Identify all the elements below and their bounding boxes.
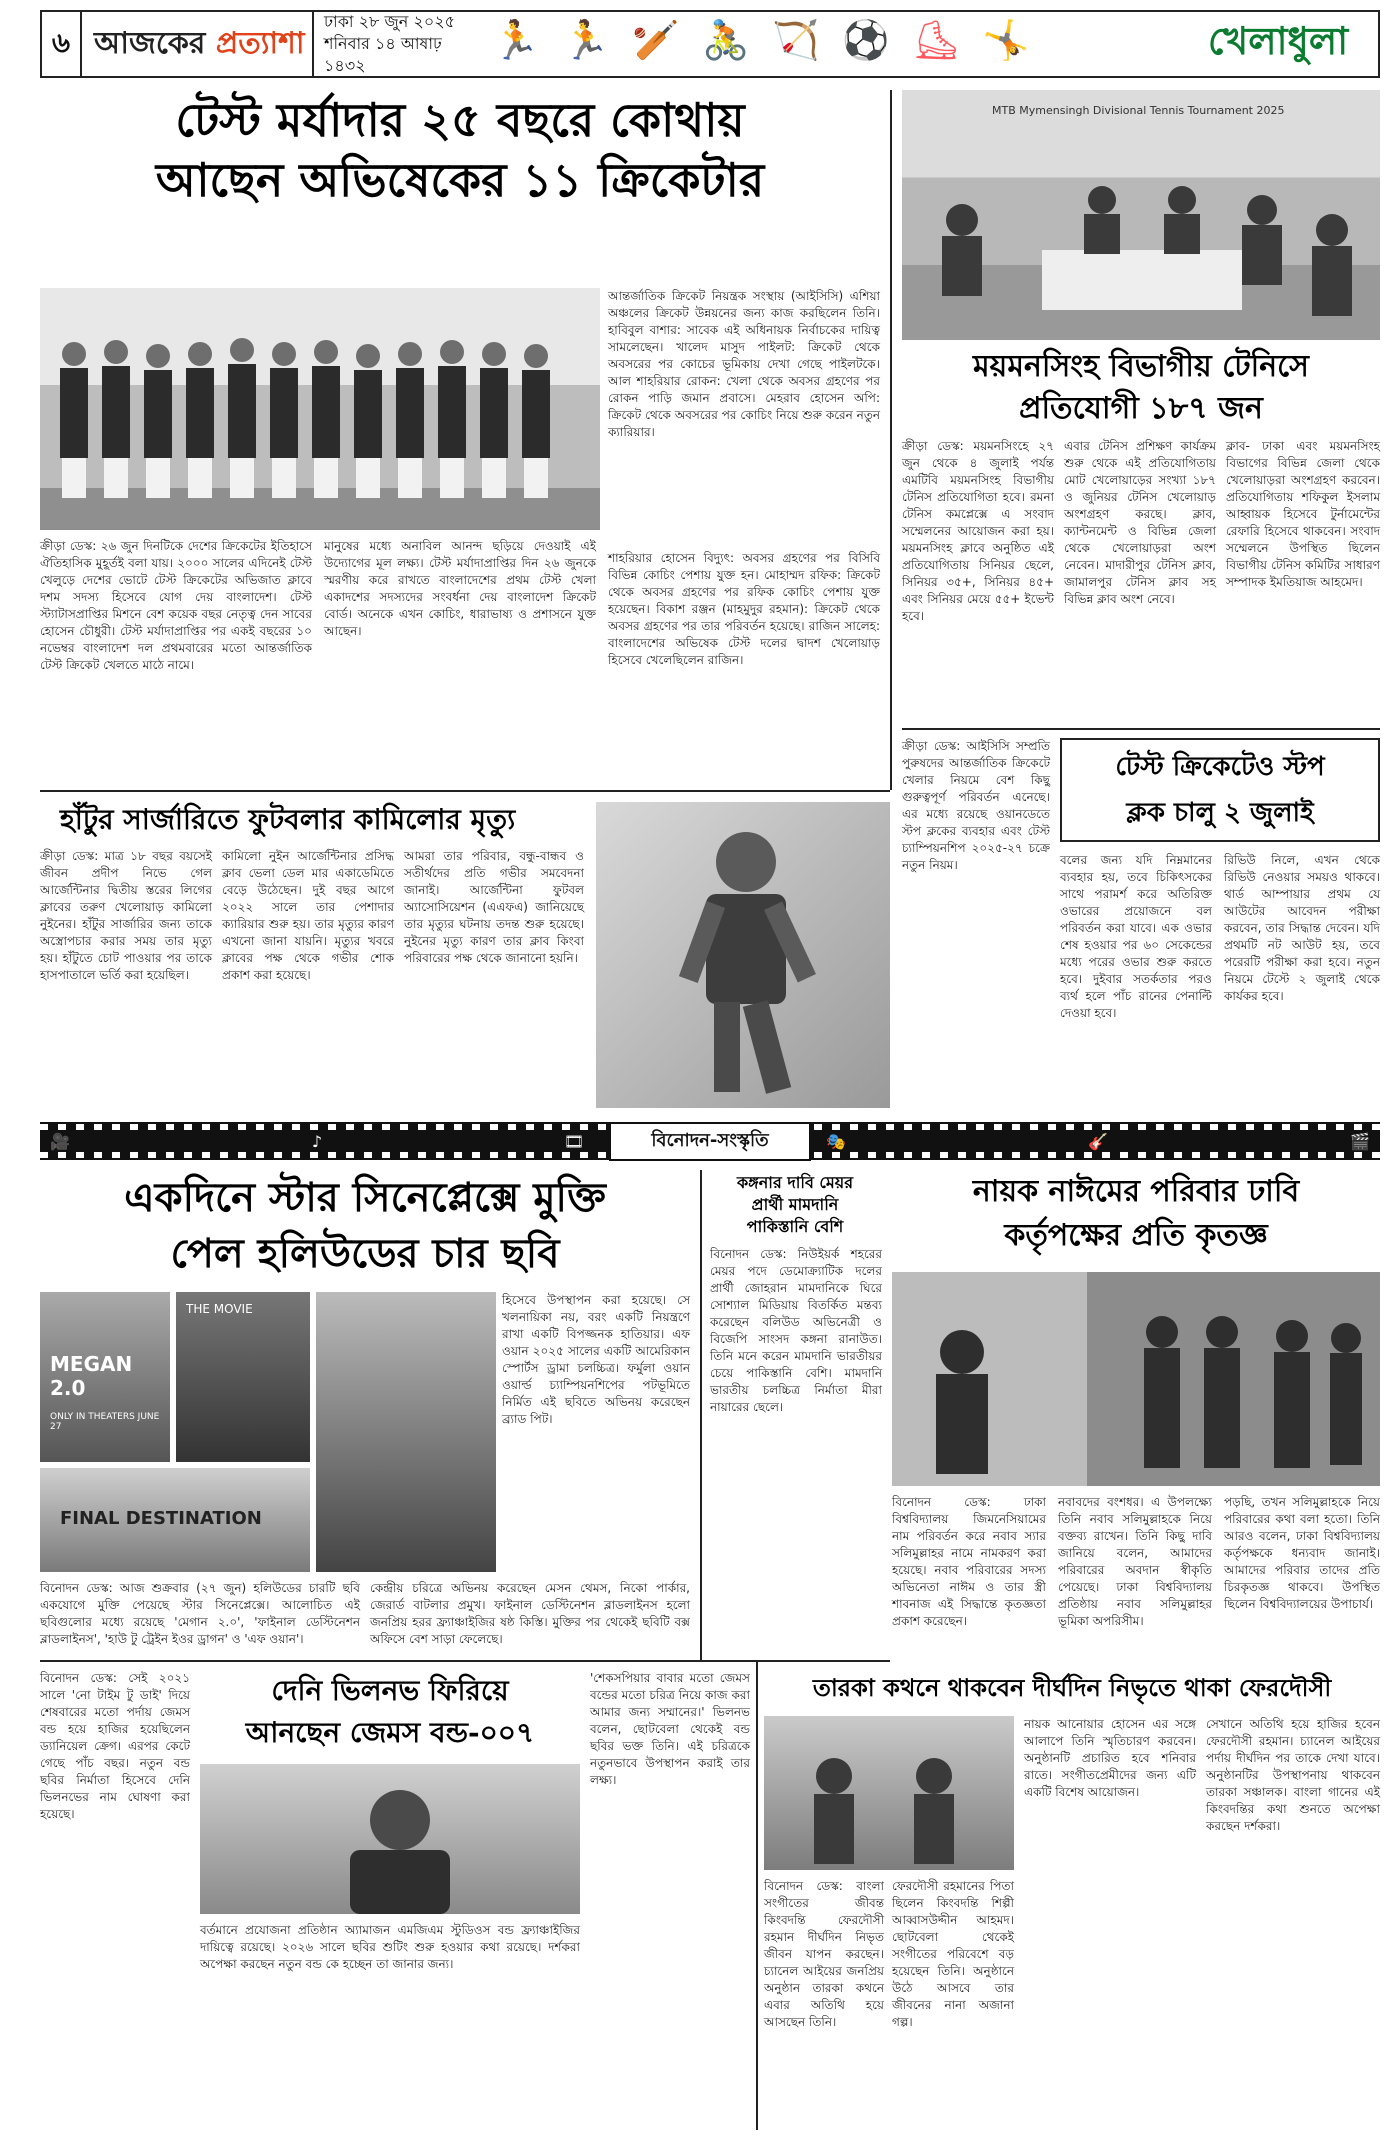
ceremony-illustration (892, 1272, 1380, 1486)
lead-headline (40, 90, 880, 210)
stopclock-body-c: রিভিউ নিলে, এখন থেকে রিভিউ নেওয়ার সময়ও থাকবে। থার্ড আম্পায়ার প্রথম যে আউটের আবেদন পরীক্ষা করবেন, তার সিদ্ধান্ত দেবেন। যদি প্রথমটি নট আউট হয়, তবে পরেরটি পরীক্ষা করা হবে। নতুন নিয়মে টেস্টে ২ জুলাই থেকে কার্যকর হবে। (1224, 853, 1380, 1003)
nayeem-photo (892, 1272, 1380, 1486)
tennis-headline (902, 346, 1380, 430)
bond-headline (200, 1670, 580, 1754)
bond-body-c: 'শেকসপিয়ার বাবার মতো জেমস বন্ডের মতো চরিত্র নিয়ে কাজ করা আমার জন্য সম্মানের।' ভিলনভ বলেন, ছোটবেলা থেকেই বন্ড ছবির ভক্ত তিনি। এই চরিত্রকে নতুনভাবে উপস্থাপন করাই তার লক্ষ্য। (590, 1671, 750, 1787)
poster-f1 (176, 1292, 310, 1462)
stopclock-headline (1062, 740, 1378, 836)
kangana-headline-2: প্রার্থী মামদানি (751, 1195, 839, 1214)
poster-megan-sub: ONLY IN THEATERS JUNE 27 (50, 1412, 160, 1432)
lead-col-b: মানুষের মধ্যে অনাবিল আনন্দ ছড়িয়ে দেওয়াই এই উদ্যোগের মূল লক্ষ্য। টেস্ট মর্যাদাপ্রাপ্তির দিন ২৬ জুনকে স্মরণীয় করে রাখতে বাংলাদেশের প্রথম টেস্ট খেলা একাদশের সদস্যদের সংবর্ধনা দেয় বাংলাদেশ ক্রিকেট বোর্ড। অনেকে এখন কোচিং, ধারাভাষ্য ও প্রশাসনে যুক্ত আছেন। (324, 539, 596, 638)
camilo-headline: হাঁটুর সার্জারিতে ফুটবলার কামিলোর মৃত্যু (60, 803, 516, 836)
stopclock-headline-box (1060, 738, 1380, 842)
tennis-body-b: এবার টেনিস প্রশিক্ষণ কার্যক্রম শুরু থেকে এই প্রতিযোগিতায় মোট খেলোয়াড়ের সংখ্যা ১৮৭ ও জুনিয়র টেনিস খেলোয়াড় অংশগ্রহণ করছে। ক্লাব, ক্যান্টনমেন্ট ও বিভিন্ন জেলা থেকে খেলোয়াড়রা অংশ নেবেন। মাদারীপুর টেনিস ক্লাব, জামালপুর টেনিস ক্লাব সহ বিভিন্ন ক্লাব অংশ নেবে। (1064, 439, 1216, 606)
talkshow-illustration (764, 1716, 1014, 1870)
masthead (40, 10, 1380, 78)
rule-kangana (700, 1170, 702, 1660)
poster-final-destination (40, 1468, 310, 1572)
ferdousi-body-d: সেখানে অতিথি হয়ে হাজির হবেন ফেরদৌসী রহমান। চ্যানেল আইয়ের পর্দায় দীর্ঘদিন পর তাকে দেখা যাবে। অনুষ্ঠানটির উপস্থাপনায় থাকবেন তারকা সঞ্চালক। বাংলা গানের এই কিংবদন্তির কথা শুনতে অপেক্ষা করছেন দর্শকরা। (1206, 1717, 1380, 1833)
section-title: খেলাধুলা (1207, 19, 1349, 63)
stopclock-body-b: বলের জন্য যদি নিম্নমানের ব্যবহার হয়, তবে চিকিৎসকের সাথে পরামর্শ করে অতিরিক্ত ওভারের প্রয়োজনে বল পরিবর্তন করা যাবে। এক ওভার শেষ হওয়ার পর ৬০ সেকেন্ডের মধ্যে পরের ওভার শুরু করতে হবে। দুইবার সতর্কতার পরও ব্যর্থ হলে পাঁচ রানের পেনাল্টি দেওয়া হবে। (1060, 853, 1212, 1020)
kangana-headline-1: কঙ্গনার দাবি মেয়র (736, 1173, 854, 1192)
page-number: ৬ (42, 12, 82, 76)
nayeem-headline-2: কর্তৃপক্ষের প্রতি কৃতজ্ঞ (1004, 1218, 1268, 1253)
lead-photo-cricketers (40, 288, 600, 530)
ferdousi-body-a: বিনোদন ডেস্ক: বাংলা সংগীতের জীবন্ত কিংবদন্তি ফেরদৌসী রহমান দীর্ঘদিন নিভৃত জীবন যাপন করছেন। চ্যানেল আইয়ের জনপ্রিয় অনুষ্ঠান তারকা কথনে এবার অতিথি হয়ে আসছেন তিনি। (764, 1879, 884, 2029)
gymnast-icon: 🤸 (982, 18, 1030, 62)
tennis-headline-1: ময়মনসিংহ বিভাগীয় টেনিসে (973, 349, 1309, 384)
star-headline (40, 1170, 690, 1282)
camilo-photo (596, 802, 890, 1108)
director-illustration (200, 1764, 580, 1914)
cricketers-illustration (40, 288, 600, 530)
ferdousi-body-b: ফেরদৌসী রহমানের পিতা ছিলেন কিংবদন্তি শিল্পী আব্বাসউদ্দীন আহমদ। ছোটবেলা থেকেই সংগীতের পরিবেশে বড় হয়েছেন তিনি। অনুষ্ঠানে উঠে আসবে তার জীবনের নানা অজানা গল্প। (892, 1879, 1014, 2029)
poster-f1-title: THE MOVIE (186, 1302, 253, 1316)
star-headline-1: একদিনে স্টার সিনেপ্লেক্সে মুক্তি (124, 1174, 606, 1221)
nayeem-headline (892, 1170, 1380, 1258)
star-body-a: বিনোদন ডেস্ক: আজ শুক্রবার (২৭ জুন) হলিউডের চারটি ছবি একযোগে মুক্তি পেয়েছে স্টার সিনেপ্লেক্সে। আলোচিত এই ছবিগুলোর মধ্যে রয়েছে 'মেগান ২.০', 'ফাইনাল ডেস্টিনেশন ব্লাডলাইনস', 'হাউ টু ট্রেইন ইওর ড্রাগন' ও 'এফ ওয়ান'। (40, 1581, 360, 1646)
footballer-icon: ⚽ (842, 18, 890, 62)
bond-headline-2: আনছেন জেমস বন্ড-০০৭ (245, 1716, 535, 1749)
rule-ferdousi (756, 1660, 758, 2130)
star-body-c: কেন্দ্রীয় চরিত্রে অভিনয় করেছেন মেসন থেমস, নিকো পার্কার, জেরার্ড বাটলার প্রমুখ। ফাইনাল ডেস্টিনেশন ব্লাডলাইনস হলো জনপ্রিয় হরর ফ্র্যাঞ্চাইজির ষষ্ঠ কিস্তি। মুক্তির পর থেকেই ছবিটি বক্স অফিসে বেশ সাড়া ফেলেছে। (370, 1581, 690, 1646)
lead-col-d: শাহরিয়ার হোসেন বিদ্যুৎ: অবসর গ্রহণের পর বিসিবি বিভিন্ন কোচিং পেশায় যুক্ত হন। মোহাম্মদ রফিক: ক্রিকেট থেকে অবসর গ্রহণের পর রফিক কোচিং পেশায় যুক্ত হয়েছেন। বিকাশ রঞ্জন (মাহমুদুর রহমান): ক্রিকেট থেকে অবসর গ্রহণের পর তার পরিবর্তন হয়েছে। রাজিন সালেহ: বাংলাদেশের অভিষেক টেস্ট দলের দ্বাদশ খেলোয়াড় হিসেবে খেলেছিলেন রাজিন। (608, 551, 880, 667)
camilo-body-a: ক্রীড়া ডেস্ক: মাত্র ১৮ বছর বয়সেই জীবন প্রদীপ নিভে গেল আর্জেন্টিনার দ্বিতীয় স্তরের লিগের ক্লাবের তরুণ খেলোয়াড় কামিলো নুইনের। হাঁটুর সার্জারির জন্য তাকে অস্ত্রোপচার করার সময় তার মৃত্যু হয়। হাঁটুতে চোট পাওয়ার পর তাকে হাসপাতালে ভর্তি করা হয়েছিল। (40, 849, 212, 982)
bond-headline-1: দেনি ভিলনভ ফিরিয়ে (271, 1674, 509, 1707)
lead-headline-2: আছেন অভিষেকের ১১ ক্রিকেটার (155, 153, 765, 207)
poster-megan (40, 1292, 170, 1462)
guitar-icon: 🎸 (1088, 1132, 1109, 1151)
footballer-illustration (596, 802, 890, 1108)
archer-icon: 🏹 (772, 18, 820, 62)
newspaper-page (40, 10, 1380, 2130)
date-line-2: শনিবার ১৪ আষাঢ় ১৪৩২ (324, 34, 442, 75)
star-headline-2: পেল হলিউডের চার ছবি (170, 1230, 560, 1277)
skater-icon: ⛸ (912, 18, 961, 62)
poster-megan-title: MEGAN 2.0 (50, 1352, 133, 1400)
ferdousi-body-c: নায়ক আনোয়ার হোসেন এর সঙ্গে আলাপে তিনি স্মৃতিচারণ করবেন। অনুষ্ঠানটি প্রচারিত হবে শনিবার রাতে। সংগীতপ্রেমীদের জন্য এটি একটি বিশেষ আয়োজন। (1024, 1717, 1196, 1799)
tennis-body-a: ক্রীড়া ডেস্ক: ময়মনসিংহে ২৭ জুন থেকে ৪ জুলাই পর্যন্ত এমটিবি ময়মনসিংহ বিভাগীয় টেনিস প্রতিযোগিতা হবে। রমনা টেনিস কমপ্লেক্সে এ সংবাদ সম্মেলনের আয়োজন করা হয়। ময়মনসিংহ ক্লাবে অনুষ্ঠিত এই প্রতিযোগিতায় সিনিয়র ছেলে, সিনিয়র ৩৫+, সিনিয়র ৪৫+ এবং সিনিয়র মেয়ে ৫৫+ ইভেন্ট হবে। (902, 439, 1054, 623)
tennis-photo (902, 90, 1380, 340)
date-line-1: ঢাকা ২৮ জুন ২০২৫ (324, 12, 456, 31)
rule-camilo (40, 790, 890, 792)
nayeem-body-b: নবাবদের বংশধর। এ উপলক্ষ্যে তিনি নবাব সলিমুল্লাহকে নিয়ে বক্তব্য রাখেন। তিনি কিছু দাবি জানিয়ে বলেন, আমাদের পরিবারের অবদান স্বীকৃতি পেয়েছে। ঢাকা বিশ্ববিদ্যালয় প্রতিষ্ঠায় নবাব সলিমুল্লাহর ভূমিকা অপরিসীম। (1058, 1495, 1212, 1628)
sports-figures (472, 12, 1178, 76)
music-icon: ♪ (311, 1132, 323, 1151)
section-divider-filmstrip (40, 1122, 1380, 1160)
bond-body-a: বিনোদন ডেস্ক: সেই ২০২১ সালে 'নো টাইম টু ডাই' দিয়ে শেষবারের মতো পর্দায় জেমস বন্ড হয়ে হাজির হয়েছিলেন ড্যানিয়েল ক্রেগ। এরপর কেটে গেছে পাঁচ বছর। নতুন বন্ড ছবির নির্মাতা হিসেবে দেনি ভিলনভের নাম ঘোষণা করা হয়েছে। (40, 1671, 190, 1821)
date-block (312, 11, 472, 77)
clapper-icon: 🎬 (1350, 1132, 1370, 1151)
camilo-body-c: আমরা তার পরিবার, বন্ধু-বান্ধব ও সতীর্থদের প্রতি গভীর সমবেদনা জানাই। আর্জেন্টিনা ফুটবল অ্যাসোসিয়েশন (এএফএ) জানিয়েছে তার মৃত্যুর ঘটনায় তদন্ত শুরু হয়েছে। নুইনের মৃত্যু কারণ তার ক্লাব কিংবা পরিবারের পক্ষ থেকে জানানো হয়নি। (404, 849, 584, 965)
batsman-icon: 🏏 (632, 18, 680, 62)
lead-headline-1: টেস্ট মর্যাদার ২৫ বছরে কোথায় (175, 93, 745, 147)
kangana-headline-3: পাকিস্তানি বেশি (746, 1217, 844, 1236)
ferdousi-photo (764, 1716, 1014, 1870)
tennis-headline-2: প্রতিযোগী ১৮৭ জন (1019, 391, 1263, 426)
camilo-body-b: কামিলো নুইন আর্জেন্টিনার প্রসিদ্ধ ক্লাব ভেলা ডেল মার একাডেমিতে বেড়ে উঠেছেন। দুই বছর আগে ২০২২ সালে তার পেশাদার ক্যারিয়ার শুরু হয়। তার মৃত্যুর কারণ এখনো জানা যায়নি। মৃত্যুর খবরে ক্লাবের পক্ষ থেকে গভীর শোক প্রকাশ করা হয়েছে। (222, 849, 394, 982)
tennis-banner-text: MTB Mymensingh Divisional Tennis Tournament 2025 (992, 104, 1285, 117)
stopclock-headline-2: ক্লক চালু ২ জুলাই (1126, 798, 1314, 828)
camera-icon: 🎥 (50, 1132, 70, 1151)
poster-fd-title: FINAL DESTINATION (60, 1508, 262, 1529)
nayeem-body-a: বিনোদন ডেস্ক: ঢাকা বিশ্ববিদ্যালয় জিমনেসিয়ামের নাম পরিবর্তন করে নবাব স্যার সলিমুল্লাহর নামে নামকরণ করা হয়েছে। নবাব পরিবারের সদস্য অভিনেতা নাঈম ও তার স্ত্রী শাবনাজ এই সিদ্ধান্তে কৃতজ্ঞতা প্রকাশ করেছেন। (892, 1495, 1046, 1628)
film-icon: 🎞 (564, 1132, 585, 1151)
film-strip-label: বিনোদন-সংস্কৃতি (609, 1122, 810, 1161)
bond-photo (200, 1764, 580, 1914)
tennis-body-c: ক্লাব- ঢাকা এবং ময়মনসিংহ বিভাগের বিভিন্ন জেলা থেকে খেলোয়াড়রা অংশগ্রহণ করবেন। প্রতিযোগিতায় শফিকুল ইসলাম আহ্বায়ক হিসেবে টুর্নামেন্টের রেফারি হিসেবে থাকবেন। সংবাদ সম্মেলনে উপস্থিত ছিলেন বিভাগীয় টেনিস কমিটির সাধারণ সম্পাদক ইমতিয়াজ আহমেদ। (1226, 439, 1380, 589)
lead-col-c: আন্তর্জাতিক ক্রিকেট নিয়ন্ত্রক সংস্থায় (আইসিসি) এশিয়া অঞ্চলের ক্রিকেট উন্নয়নের জন্য কাজ করছিলেন তিনি। হাবিবুল বাশার: সাবেক এই অধিনায়ক নির্বাচকের দায়িত্ব সামলেছেন। খালেদ মাসুদ পাইলট: ক্রিকেট থেকে অবসরের পর কোচের ভূমিকায় দেখা গেছে পাইলটকে। আল শাহরিয়ার রোকন: খেলা থেকে অবসর গ্রহণের পর রোকন পাড়ি জমান প্রবাসে। মেহরাব হোসেন অপি: ক্রিকেট থেকে অবসরের পর কোচিং নিয়ে শুরু করেন নতুন ক্যারিয়ার। (608, 289, 880, 439)
kangana-body: বিনোদন ডেস্ক: নিউইয়র্ক শহরের মেয়র পদে ডেমোক্র্যাটিক দলের প্রার্থী জোহরান মামদানিকে ঘিরে সোশ্যাল মিডিয়ায় বিতর্কিত মন্তব্য করেছেন বলিউড অভিনেত্রী ও বিজেপি সাংসদ কঙ্গনা রানাউত। তিনি মনে করেন মামদানি ভারতীয়র চেয়ে পাকিস্তানি বেশি। মামদানি ভারতীয় চলচ্চিত্র নির্মাতা মীরা নায়ারের ছেলে। (710, 1247, 882, 1414)
paper-name-a: আজকের (94, 25, 216, 61)
rule-bond (40, 1660, 890, 1662)
paper-name-b: প্রত্যাশা (215, 25, 305, 61)
runner-icon: 🏃 (492, 18, 540, 62)
bond-body-b: বর্তমানে প্রযোজনা প্রতিষ্ঠান অ্যামাজন এমজিএম স্টুডিওস বন্ড ফ্র্যাঞ্চাইজির দায়িত্বে রয়েছে। ২০২৬ সালে ছবির শুটিং শুরু হওয়ার কথা রয়েছে। দর্শকরা অপেক্ষা করছেন নতুন বন্ড কে হচ্ছেন তা জানার জন্য। (200, 1923, 580, 1971)
column-rule (890, 90, 892, 790)
kangana-headline (710, 1172, 880, 1238)
cyclist-icon: 🚴 (702, 18, 750, 62)
star-body-b: হিসেবে উপস্থাপন করা হয়েছে। সে খলনায়িকা নয়, বরং একটি নিয়ন্ত্রণে রাখা একটি বিপজ্জনক হাতিয়ার। এফ ওয়ান ২০২৫ সালের একটি আমেরিকান স্পোর্টস ড্রামা চলচ্চিত্র। ফর্মুলা ওয়ান ওয়ার্ল্ড চ্যাম্পিয়নশিপের পটভূমিতে নির্মিত এই ছবিতে অভিনয় করেছেন ব্র্যাড পিট। (502, 1293, 690, 1426)
nayeem-headline-1: নায়ক নাঈমের পরিবার ঢাবি (972, 1174, 1300, 1209)
nayeem-body-c: পড়ছি, তখন সলিমুল্লাহকে নিয়ে পরিবারের কথা বলা হতো। তিনি আরও বলেন, ঢাকা বিশ্ববিদ্যালয় কর্তৃপক্ষকে ধন্যবাদ জানাই। আমাদের পরিবার তাদের প্রতি চিরকৃতজ্ঞ থাকবে। উপস্থিত ছিলেন বিশ্ববিদ্যালয়ের উপাচার্য। (1224, 1495, 1380, 1611)
stopclock-body-a: ক্রীড়া ডেস্ক: আইসিসি সম্প্রতি পুরুষদের আন্তর্জাতিক ক্রিকেটে খেলার নিয়মে বেশ কিছু গুরুত্বপূর্ণ পরিবর্তন এনেছে। এর মধ্যে রয়েছে ওয়ানডেতে স্টপ ক্লকের ব্যবহার এবং টেস্ট চ্যাম্পিয়নশিপ ২০২৫-২৭ চক্রে নতুন নিয়ম। (902, 739, 1050, 872)
paper-name (82, 19, 312, 70)
sprinter-icon: 🏃 (562, 18, 610, 62)
stopclock-headline-1: টেস্ট ক্রিকেটেও স্টপ (1115, 752, 1325, 782)
rule-tennis (902, 728, 1380, 730)
lead-col-a: ক্রীড়া ডেস্ক: ২৬ জুন দিনটিকে দেশের ক্রিকেটের ইতিহাসে ঐতিহাসিক মুহূর্তই বলা যায়। ২০০০ সালের এদিনেই টেস্ট খেলুড়ে দেশের ভোটে টেস্ট ক্রিকেটের অভিজাত ক্লাবে দশম সদস্য হিসেবে যোগ দেয় বাংলাদেশ। টেস্ট স্ট্যাটাসপ্রাপ্তির মিশনে বেশ কয়েক বছর নেতৃত্ব দেন সাবের হোসেন চৌধুরী। টেস্ট মর্যাদাপ্রাপ্তির পর একই বছরের ১০ নভেম্বর বাংলাদেশ দল প্রথমবারের মতো আন্তর্জাতিক টেস্ট ক্রিকেট খেলতে মাঠে নামে। (40, 539, 312, 672)
ferdousi-headline: তারকা কথনে থাকবেন দীর্ঘদিন নিভৃতে থাকা ফেরদৌসী (812, 1673, 1332, 1702)
drama-icon: 🎭 (826, 1132, 847, 1151)
poster-dragon (316, 1292, 496, 1572)
meeting-illustration (902, 90, 1380, 340)
